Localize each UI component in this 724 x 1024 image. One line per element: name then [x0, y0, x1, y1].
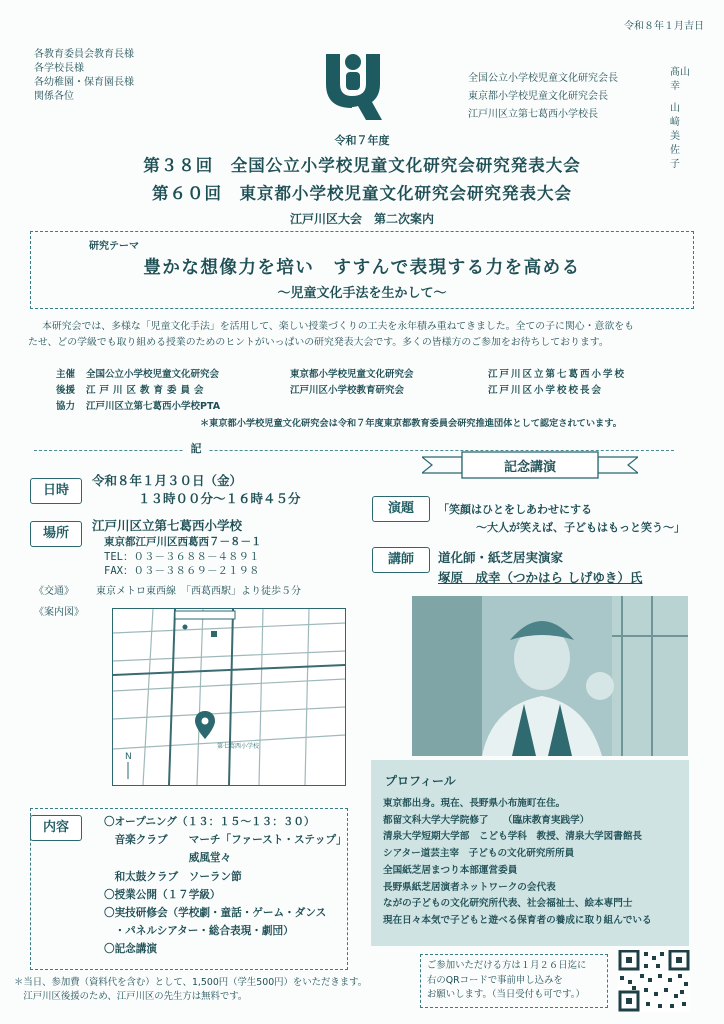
access-text: 東京メトロ東西線 「西葛西駅」より徒歩５分 — [96, 586, 301, 597]
contents-label: 内容 — [30, 815, 82, 841]
contents-line: 〇記念講演 — [104, 943, 157, 956]
recipient: 各教育委員会教育長様 — [34, 49, 134, 60]
schedule-time: １３時００分～１６時４５分 — [138, 491, 301, 506]
recipient: 各幼稚園・保育園長様 — [34, 77, 134, 88]
lecture-banner-text: 記念講演 — [503, 460, 556, 475]
map-school-label: 第七葛西小学校 — [217, 743, 260, 750]
venue-label: 場所 — [30, 521, 82, 547]
speaker-photo — [412, 596, 688, 756]
contents-line: 音楽クラブ マーチ「ファースト・ステップ」 — [104, 834, 347, 847]
topic-label: 演題 — [372, 496, 430, 522]
contents-line: 威風堂々 — [104, 852, 232, 865]
organizer-item: 東京都小学校児童文化研究会 — [290, 369, 414, 380]
topic-subtitle: ～大人が笑えば、子どもはもっと笑う～」 — [476, 521, 685, 534]
theme-box — [30, 231, 694, 309]
registration-line: 右のQRコードで事前申し込みを — [427, 974, 563, 986]
intro-line: 本研究会では、多様な「児童文化手法」を活用して、楽しい授業づくりの工夫を永年積み重ねてきました。全ての子に関心・意欲をも — [42, 321, 635, 332]
profile-heading: プロフィール — [385, 774, 456, 788]
recipients — [34, 48, 134, 104]
profile-line: 全国紙芝居まつり本部運営委員 — [383, 864, 518, 876]
organizer-item: 全国公立小学校児童文化研究会 — [86, 369, 220, 380]
registration-qr-code[interactable] — [618, 950, 690, 1012]
theme-label: 研究テーマ — [89, 241, 139, 252]
contents-line: ・パネルシアター・総合表現・劇団） — [104, 925, 294, 938]
sender-title: 全国公立小学校児童文化研究会長 — [468, 73, 618, 84]
organizer-item: 江戸川区教育委員会 — [86, 385, 208, 396]
association-logo — [316, 44, 390, 124]
topic-title: 「笑顔はひとをしあわせにする — [438, 503, 592, 516]
title-line-1: 第３８回 全国公立小学校児童文化研究会研究発表大会 — [143, 156, 581, 175]
organizer-item: 江戸川区小学校校長会 — [488, 385, 604, 396]
intro-line: たせ、どの学級でも取り組める授業のためのヒントがいっぱいの研究発表大会です。多くの皆様方のご参加をお待ちしております。 — [28, 337, 609, 348]
title-block — [0, 132, 724, 227]
theme-sub: ～児童文化手法を生かして～ — [277, 286, 447, 301]
intro — [28, 319, 700, 351]
venue-address: 東京都江戸川区西葛西７－８－１ — [104, 536, 262, 548]
registration-note — [420, 954, 608, 1008]
sender-name: 山﨑美佐子 — [670, 103, 680, 170]
schedule-label: 日時 — [30, 478, 82, 504]
recipient: 関係各位 — [34, 91, 74, 102]
map-label: 《案内図》 — [34, 607, 84, 618]
svg-text:N: N — [125, 752, 132, 762]
organizer-item: 江戸川区小学校教育研究会 — [290, 385, 405, 396]
venue-fax: FAX：０３－３８６９－２１９８ — [104, 565, 260, 577]
organizer-item: 江戸川区立第七葛西小学校PTA — [86, 401, 221, 412]
contents-list — [104, 813, 347, 959]
fee-line: ＊当日、参加費（資料代を含む）として、1,500円（学生500円）をいただきます。 — [14, 977, 368, 988]
recipient: 各学校長様 — [34, 63, 84, 74]
sender-title: 江戸川区立第七葛西小学校長 — [468, 109, 598, 120]
venue-name: 江戸川区立第七葛西小学校 — [92, 518, 243, 533]
title-line-2: 第６０回 東京都小学校児童文化研究会研究発表大会 — [152, 184, 572, 203]
registration-line: お願いします。（当日受付も可です。） — [427, 989, 585, 1000]
organizer-label: 協力 — [56, 401, 76, 412]
speaker-label: 講師 — [372, 547, 430, 573]
fiscal-year: 令和７年度 — [334, 134, 390, 147]
speaker-name: 塚原 成幸（つかはら しげゆき）氏 — [438, 570, 643, 585]
sender-name: 髙山 幸 — [670, 67, 700, 92]
organizer-label: 主催 — [56, 369, 76, 380]
contents-line: 和太鼓クラブ ソーラン節 — [104, 870, 242, 883]
profile-line: シアター道芸主宰 子どもの文化研究所所員 — [383, 848, 575, 860]
profile-box — [371, 760, 689, 946]
contents-line: 〇オープニング（１３：１５～１３：３０） — [104, 816, 315, 828]
contents-line: 〇授業公開（１７学級） — [104, 888, 221, 901]
profile-line: 長野県紙芝居演者ネットワークの会代表 — [383, 881, 556, 893]
organizer-item: 江戸川区立第七葛西小学校 — [488, 369, 627, 380]
profile-line: 現在日々本気で子どもと遊べる保育者の養成に取り組んでいる — [383, 914, 652, 926]
venue-tel: TEL：０３－３６８８－４８９１ — [104, 551, 260, 563]
profile-text — [383, 796, 652, 930]
speaker-role: 道化師・紙芝居実演家 — [438, 550, 564, 565]
access-label: 《交通》 — [34, 586, 74, 597]
lecture-banner — [422, 451, 638, 479]
access-map — [112, 608, 346, 786]
senders — [468, 66, 700, 170]
theme-main: 豊かな想像力を培い すすんで表現する力を高める — [143, 258, 581, 278]
profile-line: ながの子どもの文化研究所代表、社会福祉士、絵本専門士 — [383, 898, 633, 910]
contents-line: 〇実技研修会（学校劇・童話・ゲーム・ダンス — [104, 907, 327, 920]
profile-line: 都留文科大学大学院修了 （臨床教育実践学） — [383, 814, 590, 826]
profile-line: 清泉大学短期大学部 こども学科 教授、清泉大学図書館長 — [383, 831, 643, 843]
profile-line: 東京都出身。現在、長野県小布施町在住。 — [383, 798, 566, 809]
ki-mark: 記 — [184, 440, 208, 456]
fee-line: 江戸川区後援のため、江戸川区の先生方は無料です。 — [14, 991, 248, 1002]
organizer-label: 後援 — [56, 385, 76, 396]
fee-note — [14, 976, 367, 1004]
subtitle: 江戸川区大会 第二次案内 — [289, 212, 434, 226]
registration-line: ご参加いただける方は１月２６日迄に — [427, 960, 587, 971]
certification-note: ＊東京都小学校児童文化研究会は令和７年度東京都教育委員会研究推進団体として認定されています。 — [200, 418, 622, 429]
document-date: 令和８年１月吉日 — [624, 21, 704, 32]
sender-title: 東京都小学校児童文化研究会長 — [468, 91, 608, 102]
schedule-date: 令和８年１月３０日（金） — [92, 473, 243, 488]
